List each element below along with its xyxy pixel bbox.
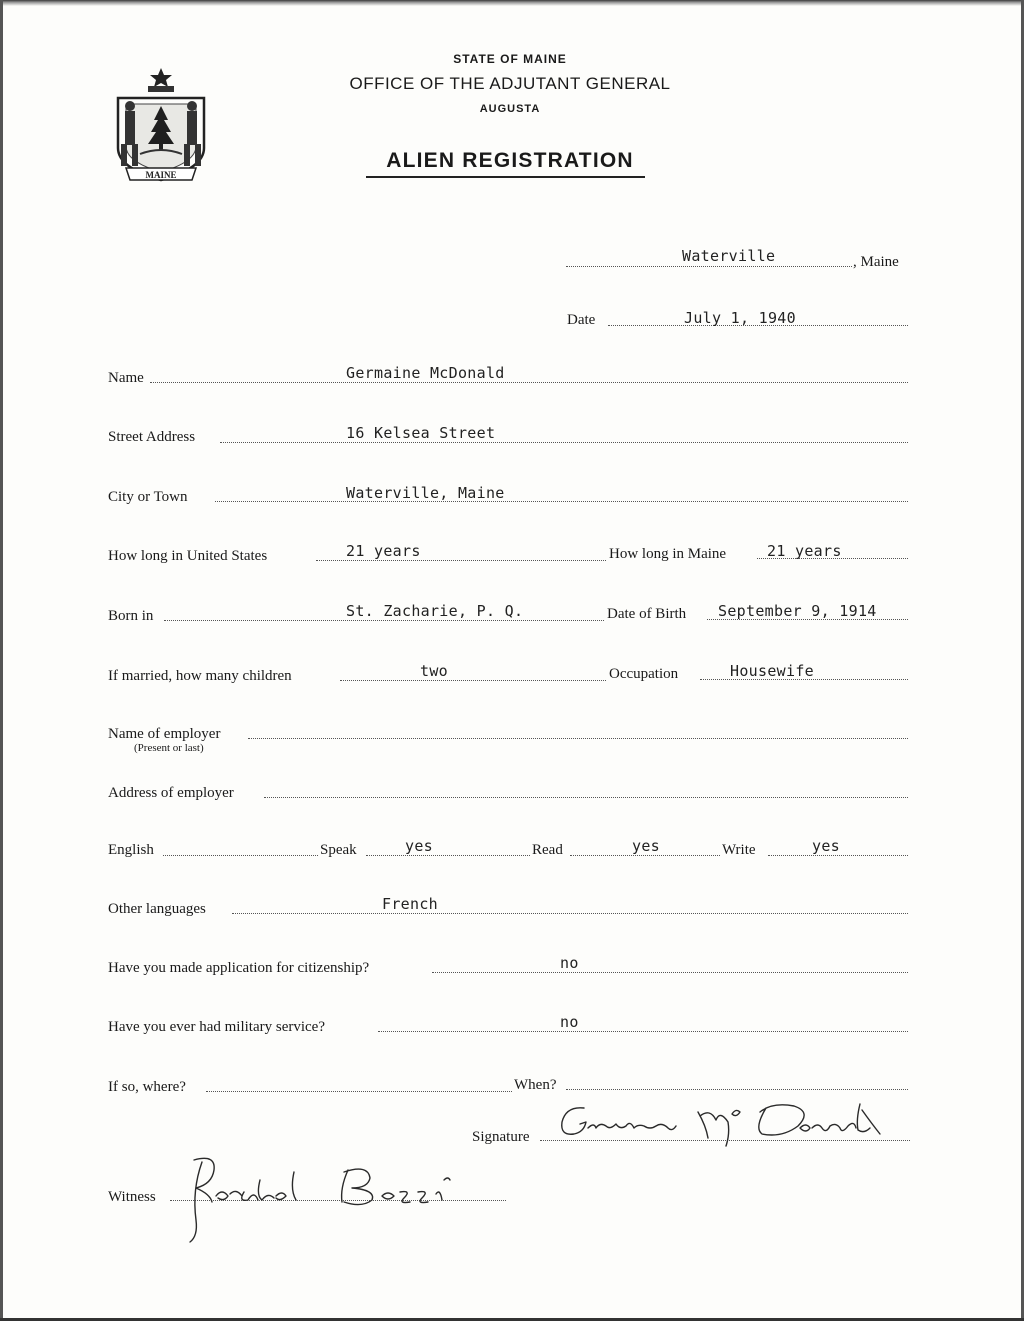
scan-border-left [0, 0, 3, 1321]
english-line [163, 855, 318, 856]
other-languages-value: French [382, 895, 438, 913]
scan-border-top [0, 0, 1024, 6]
name-line [150, 382, 908, 383]
employer-sublabel: (Present or last) [134, 742, 204, 754]
date-value: July 1, 1940 [684, 309, 796, 327]
employer-address-label: Address of employer [108, 785, 234, 801]
write-value: yes [812, 837, 840, 855]
us-duration-label: How long in United States [108, 548, 268, 564]
born-label: Born in [108, 608, 154, 624]
english-label: English [108, 842, 154, 858]
employer-label: Name of employer [108, 726, 221, 742]
speak-line [366, 855, 530, 856]
when-label: When? [514, 1077, 557, 1093]
children-value: two [420, 662, 448, 680]
children-label: If married, how many children [108, 668, 292, 684]
dob-label: Date of Birth [607, 606, 687, 622]
speak-value: yes [405, 837, 433, 855]
header-city: AUGUSTA [479, 103, 541, 115]
street-line [220, 442, 908, 443]
where-line [206, 1091, 512, 1092]
header-state: STATE OF MAINE [453, 52, 567, 66]
title-underline [366, 176, 645, 178]
other-languages-line [232, 913, 908, 914]
city-label: City or Town [108, 489, 188, 505]
signature-label: Signature [472, 1129, 530, 1145]
place-suffix: , Maine [853, 254, 899, 270]
street-value: 16 Kelsea Street [346, 424, 496, 442]
maine-duration-label: How long in Maine [609, 546, 727, 562]
employer-address-line [264, 797, 908, 798]
children-line [340, 680, 606, 681]
city-value: Waterville, Maine [346, 484, 505, 502]
speak-label: Speak [320, 842, 357, 858]
military-line [378, 1031, 908, 1032]
witness-label: Witness [108, 1189, 156, 1205]
us-duration-value: 21 years [346, 542, 421, 560]
dob-value: September 9, 1914 [718, 602, 877, 620]
born-line [164, 620, 604, 621]
svg-text:MAINE: MAINE [145, 170, 177, 180]
occupation-value: Housewife [730, 662, 814, 680]
name-label: Name [108, 370, 144, 386]
when-line [566, 1089, 908, 1090]
applicant-signature [550, 1098, 895, 1150]
maine-duration-value: 21 years [767, 542, 842, 560]
place-value: Waterville [682, 247, 776, 265]
occupation-label: Occupation [609, 666, 679, 682]
write-label: Write [722, 842, 756, 858]
city-line [215, 501, 908, 502]
form-title: ALIEN REGISTRATION [386, 149, 634, 172]
state-seal-icon [108, 64, 214, 188]
name-value: Germaine McDonald [346, 364, 505, 382]
citizenship-label: Have you made application for citizenship? [108, 960, 370, 976]
place-line [566, 266, 852, 267]
born-value: St. Zacharie, P. Q. [346, 602, 524, 620]
header-office: OFFICE OF THE ADJUTANT GENERAL [349, 74, 671, 93]
date-label: Date [567, 312, 596, 328]
write-line [768, 855, 908, 856]
where-label: If so, where? [108, 1079, 186, 1095]
military-label: Have you ever had military service? [108, 1019, 325, 1035]
street-label: Street Address [108, 429, 196, 445]
citizenship-value: no [560, 954, 579, 972]
employer-line [248, 738, 908, 739]
read-line [570, 855, 720, 856]
citizenship-line [432, 972, 908, 973]
us-duration-line [316, 560, 606, 561]
read-label: Read [532, 842, 563, 858]
witness-signature [172, 1150, 492, 1245]
other-languages-label: Other languages [108, 901, 206, 917]
read-value: yes [632, 837, 660, 855]
military-value: no [560, 1013, 579, 1031]
